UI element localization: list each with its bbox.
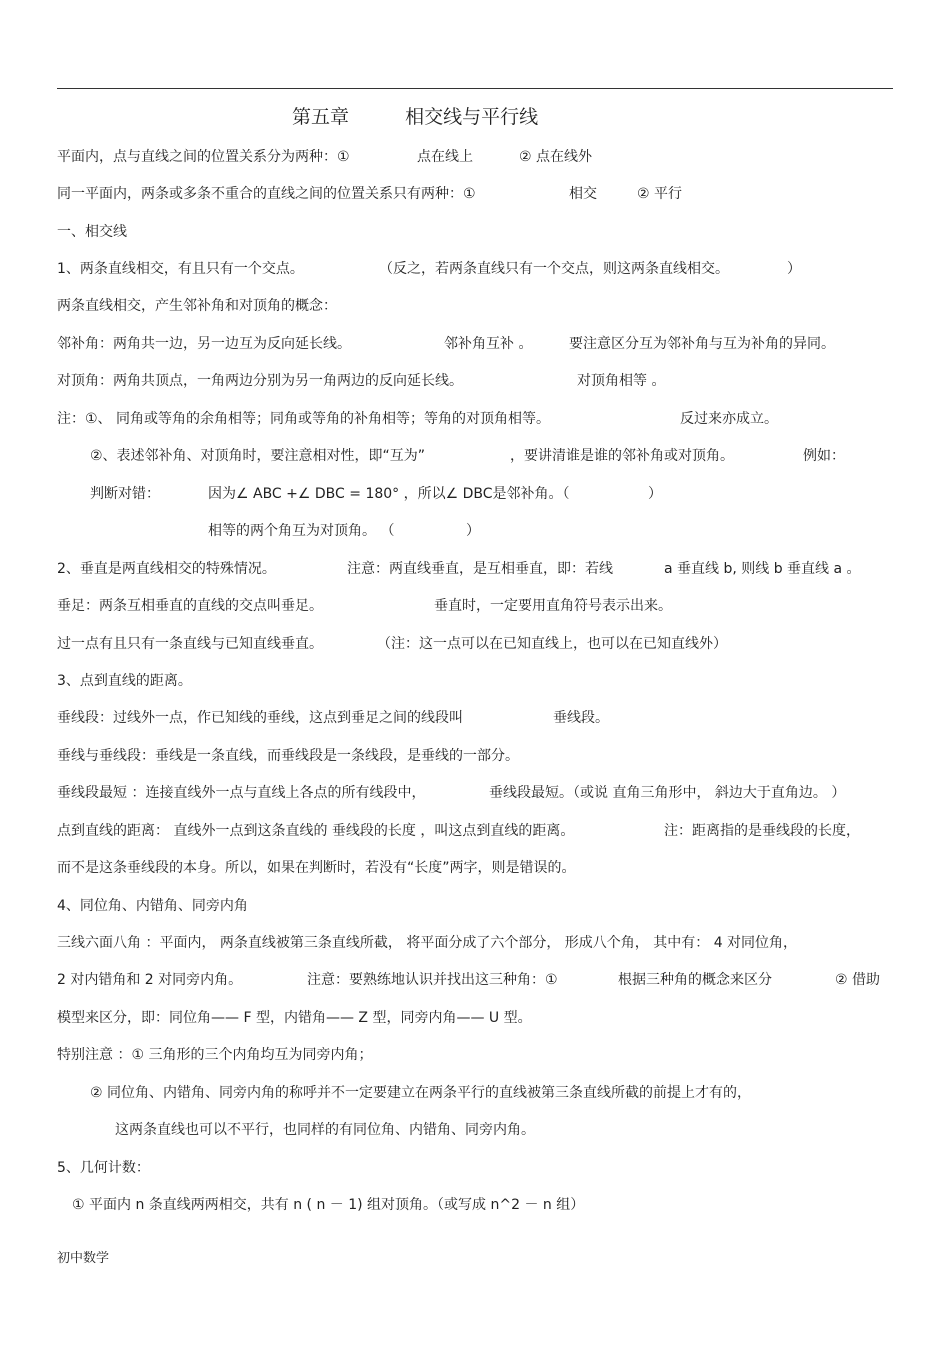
text-segment: 注：①、 同角或等角的余角相等；同角或等角的补角相等；等角的对顶角相等。 bbox=[57, 411, 550, 427]
text-segment: （注：这一点可以在已知直线上，也可以在已知直线外） bbox=[377, 636, 727, 652]
text-segment: 两条直线相交，产生邻补角和对顶角的概念： bbox=[57, 298, 337, 314]
text-segment: 这两条直线也可以不平行，也同样的有同位角、内错角、同旁内角。 bbox=[115, 1122, 535, 1138]
text-segment: 平面内，点与直线之间的位置关系分为两种：① bbox=[57, 149, 350, 165]
page-title bbox=[292, 102, 538, 129]
text-segment: 而不是这条垂线段的本身。所以，如果在判断时，若没有“长度”两字，则是错误的。 bbox=[57, 860, 576, 876]
text-segment: ，要讲清谁是谁的邻补角或对顶角。 bbox=[510, 448, 734, 464]
text-segment: 注：距离指的是垂线段的长度， bbox=[664, 823, 860, 839]
text-segment: a 垂直线 b, 则线 b 垂直线 a 。 bbox=[664, 561, 861, 577]
text-segment: 反过来亦成立。 bbox=[680, 411, 778, 427]
text-segment: ） bbox=[648, 486, 662, 502]
text-segment: ） bbox=[787, 261, 801, 277]
text-segment: 判断对错： bbox=[90, 486, 160, 502]
text-segment: ②、表述邻补角、对顶角时，要注意相对性，即“互为” bbox=[90, 448, 426, 464]
text-segment: 邻补角：两角共一边，另一边互为反向延长线。 bbox=[57, 336, 351, 352]
top-rule bbox=[57, 88, 893, 89]
text-segment: ② 借助 bbox=[835, 972, 881, 988]
chapter-topic: 相交线与平行线 bbox=[405, 106, 539, 128]
text-segment: 2 对内错角和 2 对同旁内角。 bbox=[57, 972, 243, 988]
text-segment: 要注意区分互为邻补角与互为补角的异同。 bbox=[569, 336, 835, 352]
text-segment: ） bbox=[466, 523, 480, 539]
text-segment: 3、点到直线的距离。 bbox=[57, 673, 192, 689]
text-segment: ① 平面内 n 条直线两两相交，共有 n ( n － 1) 组对顶角。（或写成 n^2 － n 组） bbox=[72, 1197, 585, 1213]
text-segment: 根据三种角的概念来区分 bbox=[618, 972, 772, 988]
text-segment: 一、相交线 bbox=[57, 224, 127, 240]
text-segment: 过一点有且只有一条直线与已知直线垂直。 bbox=[57, 636, 323, 652]
text-segment: 垂直时，一定要用直角符号表示出来。 bbox=[434, 598, 672, 614]
text-segment: 点在线上 bbox=[417, 149, 473, 165]
text-segment: ② 平行 bbox=[637, 186, 683, 202]
text-segment: 点到直线的距离： 直线外一点到这条直线的 垂线段的长度 ，叫这点到直线的距离。 bbox=[57, 823, 575, 839]
text-segment: 2、垂直是两直线相交的特殊情况。 bbox=[57, 561, 276, 577]
text-segment: 注意：要熟练地认识并找出这三种角：① bbox=[307, 972, 558, 988]
text-segment: 例如： bbox=[803, 448, 845, 464]
text-segment: 垂线与垂线段：垂线是一条直线，而垂线段是一条线段，是垂线的一部分。 bbox=[57, 748, 519, 764]
text-segment: （反之，若两条直线只有一个交点，则这两条直线相交。 bbox=[379, 261, 729, 277]
text-segment: ② 同位角、内错角、同旁内角的称呼并不一定要建立在两条平行的直线被第三条直线所截的前提上才有的， bbox=[90, 1085, 751, 1101]
text-segment: 相交 bbox=[569, 186, 597, 202]
text-segment: 模型来区分，即：同位角—— F 型，内错角—— Z 型，同旁内角—— U 型。 bbox=[57, 1010, 532, 1026]
text-segment: 同一平面内，两条或多条不重合的直线之间的位置关系只有两种：① bbox=[57, 186, 476, 202]
text-segment: 相等的两个角互为对顶角。 （ bbox=[208, 523, 395, 539]
text-segment: 4、同位角、内错角、同旁内角 bbox=[57, 898, 248, 914]
text-segment: 垂足：两条互相垂直的直线的交点叫垂足。 bbox=[57, 598, 323, 614]
text-segment: 垂线段：过线外一点，作已知线的垂线，这点到垂足之间的线段叫 bbox=[57, 710, 463, 726]
text-segment: 1、两条直线相交，有且只有一个交点。 bbox=[57, 261, 304, 277]
text-segment: 因为∠ ABC +∠ DBC = 180° ，所以∠ DBC是邻补角。（ bbox=[208, 486, 570, 502]
footer-text: 初中数学 bbox=[57, 1251, 110, 1266]
text-segment: 对顶角相等 。 bbox=[577, 373, 666, 389]
chapter-label: 第五章 bbox=[292, 106, 350, 128]
text-segment: 注意：两直线垂直，是互相垂直，即：若线 bbox=[347, 561, 613, 577]
text-segment: 对顶角：两角共顶点，一角两边分别为另一角两边的反向延长线。 bbox=[57, 373, 463, 389]
text-segment: 邻补角互补 。 bbox=[444, 336, 533, 352]
text-segment: 三线六面八角 ：平面内， 两条直线被第三条直线所截， 将平面分成了六个部分， 形成八个角， 其中有： 4 对同位角， bbox=[57, 935, 798, 951]
text-segment: 特别注意 ：① 三角形的三个内角均互为同旁内角； bbox=[57, 1047, 373, 1063]
text-segment: 垂线段最短。（或说 直角三角形中， 斜边大于直角边。 ） bbox=[489, 785, 846, 801]
text-segment: ② 点在线外 bbox=[519, 149, 593, 165]
text-segment: 垂线段。 bbox=[553, 710, 609, 726]
text-segment: 垂线段最短 ：连接直线外一点与直线上各点的所有线段中， bbox=[57, 785, 426, 801]
text-segment: 5、几何计数： bbox=[57, 1160, 150, 1176]
